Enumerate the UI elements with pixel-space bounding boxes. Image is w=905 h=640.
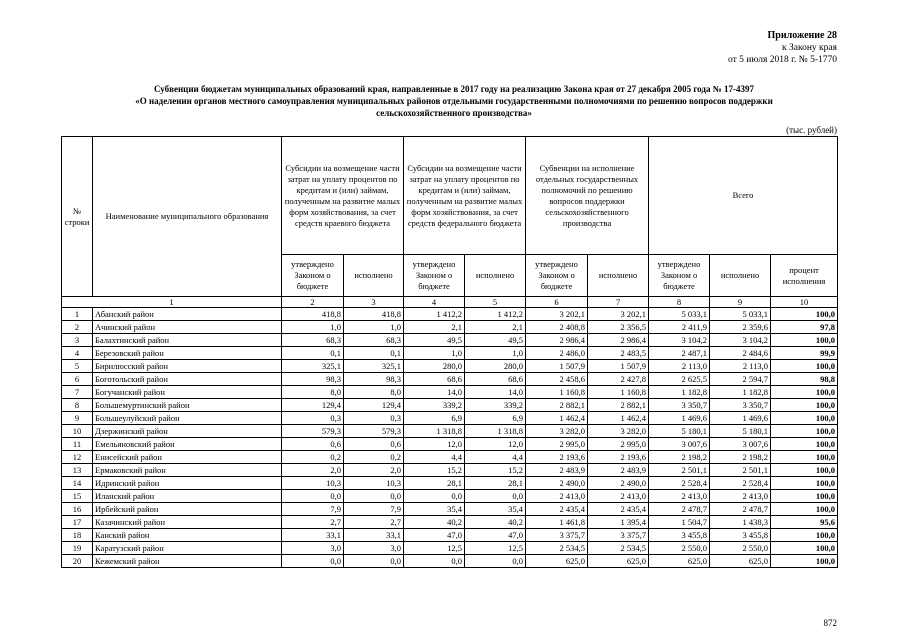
total-executed-cell: 5 033,1 [710, 308, 771, 321]
regional-executed-cell: 0,3 [344, 412, 404, 425]
table-row [62, 334, 838, 347]
federal-executed-cell: 28,1 [465, 477, 526, 490]
subvention-executed-cell: 1 395,4 [588, 516, 649, 529]
total-approved-cell: 2 411,9 [649, 321, 710, 334]
municipality-name-cell: Абанский район [93, 308, 282, 321]
total-approved-cell: 2 198,2 [649, 451, 710, 464]
subvention-approved-cell: 2 534,5 [526, 542, 588, 555]
regional-approved-cell: 129,4 [282, 399, 344, 412]
federal-executed-cell: 12,5 [465, 542, 526, 555]
table-row [62, 438, 838, 451]
federal-executed-cell: 14,0 [465, 386, 526, 399]
federal-approved-cell: 49,5 [404, 334, 465, 347]
table-row [62, 308, 838, 321]
subvention-approved-cell: 2 458,6 [526, 373, 588, 386]
total-executed-cell: 1 438,3 [710, 516, 771, 529]
regional-executed-cell: 3,0 [344, 542, 404, 555]
column-number: 7 [588, 297, 649, 308]
row-number-cell: 13 [62, 464, 93, 477]
total-executed-cell: 3 104,2 [710, 334, 771, 347]
table-row [62, 347, 838, 360]
header-row-number: № строки [62, 137, 93, 297]
header-group-regional: Субсидии на возмещение части затрат на уплату процентов по кредитам и (или) займам, полученным на развитие малых форм хозяйствования, за счет средств краевого бюджета [282, 137, 404, 255]
federal-executed-cell: 40,2 [465, 516, 526, 529]
total-approved-cell: 625,0 [649, 555, 710, 568]
percent-cell: 100,0 [771, 477, 838, 490]
header-group-federal: Субсидии на возмещение части затрат на уплату процентов по кредитам и (или) займам, полученным на развитие малых форм хозяйствования, за счет средств федерального бюджета [404, 137, 526, 255]
header-executed: исполнено [465, 255, 526, 297]
federal-approved-cell: 47,0 [404, 529, 465, 542]
regional-approved-cell: 0,2 [282, 451, 344, 464]
percent-cell: 100,0 [771, 451, 838, 464]
federal-executed-cell: 280,0 [465, 360, 526, 373]
total-executed-cell: 2 594,7 [710, 373, 771, 386]
regional-approved-cell: 0,3 [282, 412, 344, 425]
federal-approved-cell: 0,0 [404, 555, 465, 568]
regional-executed-cell: 325,1 [344, 360, 404, 373]
total-executed-cell: 3 007,6 [710, 438, 771, 451]
total-approved-cell: 3 007,6 [649, 438, 710, 451]
total-approved-cell: 5 033,1 [649, 308, 710, 321]
total-executed-cell: 2 198,2 [710, 451, 771, 464]
percent-cell: 100,0 [771, 360, 838, 373]
row-number-cell: 5 [62, 360, 93, 373]
subvention-approved-cell: 3 282,0 [526, 425, 588, 438]
municipality-name-cell: Казачинский район [93, 516, 282, 529]
row-number-cell: 12 [62, 451, 93, 464]
federal-approved-cell: 2,1 [404, 321, 465, 334]
municipality-name-cell: Дзержинский район [93, 425, 282, 438]
percent-cell: 100,0 [771, 308, 838, 321]
subvention-executed-cell: 2 490,0 [588, 477, 649, 490]
total-approved-cell: 5 180,1 [649, 425, 710, 438]
federal-approved-cell: 15,2 [404, 464, 465, 477]
subvention-approved-cell: 2 490,0 [526, 477, 588, 490]
subvention-approved-cell: 3 375,7 [526, 529, 588, 542]
regional-approved-cell: 98,3 [282, 373, 344, 386]
subvention-executed-cell: 3 202,1 [588, 308, 649, 321]
row-number-cell: 18 [62, 529, 93, 542]
regional-executed-cell: 0,2 [344, 451, 404, 464]
total-approved-cell: 3 455,8 [649, 529, 710, 542]
regional-approved-cell: 10,3 [282, 477, 344, 490]
percent-cell: 100,0 [771, 386, 838, 399]
title-line-1: Субвенции бюджетам муниципальных образований края, направленные в 2017 году на реализацию Закона края от 27 декабря 2005 года № 17-4397 [153, 84, 755, 94]
subvention-approved-cell: 2 408,8 [526, 321, 588, 334]
regional-executed-cell: 0,0 [344, 490, 404, 503]
subvention-executed-cell: 2 413,0 [588, 490, 649, 503]
municipality-name-cell: Емельяновский район [93, 438, 282, 451]
header-approved: утверждено Законом о бюджете [526, 255, 588, 297]
regional-approved-cell: 2,7 [282, 516, 344, 529]
header-executed: исполнено [344, 255, 404, 297]
municipality-name-cell: Ачинский район [93, 321, 282, 334]
municipality-name-cell: Боготольский район [93, 373, 282, 386]
header-executed: исполнено [710, 255, 771, 297]
regional-approved-cell: 33,1 [282, 529, 344, 542]
row-number-cell: 14 [62, 477, 93, 490]
subvention-approved-cell: 3 202,1 [526, 308, 588, 321]
total-executed-cell: 1 182,8 [710, 386, 771, 399]
municipality-name-cell: Идринский район [93, 477, 282, 490]
table-row [62, 503, 838, 516]
row-number-cell: 8 [62, 399, 93, 412]
federal-approved-cell: 1 412,2 [404, 308, 465, 321]
total-executed-cell: 2 478,7 [710, 503, 771, 516]
table-body [62, 308, 838, 568]
total-approved-cell: 2 625,5 [649, 373, 710, 386]
total-executed-cell: 2 113,0 [710, 360, 771, 373]
row-number-cell: 2 [62, 321, 93, 334]
municipality-name-cell: Канский район [93, 529, 282, 542]
row-number-cell: 3 [62, 334, 93, 347]
subvention-executed-cell: 2 427,8 [588, 373, 649, 386]
subvention-executed-cell: 2 995,0 [588, 438, 649, 451]
column-number: 9 [710, 297, 771, 308]
federal-approved-cell: 0,0 [404, 490, 465, 503]
percent-cell: 100,0 [771, 425, 838, 438]
percent-cell: 98,8 [771, 373, 838, 386]
municipality-name-cell: Бирилюсский район [93, 360, 282, 373]
column-number: 4 [404, 297, 465, 308]
regional-approved-cell: 325,1 [282, 360, 344, 373]
table-row [62, 529, 838, 542]
row-number-cell: 19 [62, 542, 93, 555]
federal-executed-cell: 1,0 [465, 347, 526, 360]
percent-cell: 100,0 [771, 490, 838, 503]
column-number: 5 [465, 297, 526, 308]
subvention-approved-cell: 625,0 [526, 555, 588, 568]
total-approved-cell: 2 413,0 [649, 490, 710, 503]
subvention-approved-cell: 1 160,8 [526, 386, 588, 399]
percent-cell: 99,9 [771, 347, 838, 360]
subvention-executed-cell: 1 507,9 [588, 360, 649, 373]
regional-executed-cell: 7,9 [344, 503, 404, 516]
federal-approved-cell: 280,0 [404, 360, 465, 373]
total-executed-cell: 5 180,1 [710, 425, 771, 438]
total-approved-cell: 1 504,7 [649, 516, 710, 529]
subvention-executed-cell: 1 462,4 [588, 412, 649, 425]
appendix-law-date: от 5 июля 2018 г. № 5-1770 [727, 55, 837, 65]
regional-approved-cell: 579,3 [282, 425, 344, 438]
row-number-cell: 10 [62, 425, 93, 438]
regional-executed-cell: 579,3 [344, 425, 404, 438]
subvention-executed-cell: 1 160,8 [588, 386, 649, 399]
total-approved-cell: 2 550,0 [649, 542, 710, 555]
federal-approved-cell: 12,5 [404, 542, 465, 555]
subvention-approved-cell: 1 462,4 [526, 412, 588, 425]
percent-cell: 100,0 [771, 464, 838, 477]
total-executed-cell: 3 455,8 [710, 529, 771, 542]
percent-cell: 100,0 [771, 412, 838, 425]
subvention-approved-cell: 2 413,0 [526, 490, 588, 503]
table-row [62, 425, 838, 438]
title-line-3: сельскохозяйственного производства» [376, 108, 532, 118]
percent-cell: 97,8 [771, 321, 838, 334]
row-number-cell: 4 [62, 347, 93, 360]
subvention-executed-cell: 625,0 [588, 555, 649, 568]
appendix-law-ref: к Закону края [781, 43, 837, 53]
municipality-name-cell: Богучанский район [93, 386, 282, 399]
table-row [62, 386, 838, 399]
percent-cell: 95,6 [771, 516, 838, 529]
row-number-cell: 17 [62, 516, 93, 529]
row-number-cell: 7 [62, 386, 93, 399]
total-executed-cell: 2 413,0 [710, 490, 771, 503]
regional-approved-cell: 3,0 [282, 542, 344, 555]
row-number-cell: 16 [62, 503, 93, 516]
federal-executed-cell: 2,1 [465, 321, 526, 334]
municipality-name-cell: Большеулуйский район [93, 412, 282, 425]
subvention-approved-cell: 2 486,0 [526, 347, 588, 360]
subvention-approved-cell: 1 507,9 [526, 360, 588, 373]
subvention-executed-cell: 3 282,0 [588, 425, 649, 438]
regional-executed-cell: 0,1 [344, 347, 404, 360]
percent-cell: 100,0 [771, 399, 838, 412]
federal-executed-cell: 15,2 [465, 464, 526, 477]
total-approved-cell: 1 469,6 [649, 412, 710, 425]
federal-executed-cell: 339,2 [465, 399, 526, 412]
federal-approved-cell: 35,4 [404, 503, 465, 516]
total-executed-cell: 625,0 [710, 555, 771, 568]
federal-approved-cell: 14,0 [404, 386, 465, 399]
appendix-number: Приложение 28 [767, 30, 837, 41]
percent-cell: 100,0 [771, 503, 838, 516]
federal-approved-cell: 6,9 [404, 412, 465, 425]
subvention-approved-cell: 2 435,4 [526, 503, 588, 516]
row-number-cell: 9 [62, 412, 93, 425]
table-row [62, 542, 838, 555]
municipality-name-cell: Большемуртинский район [93, 399, 282, 412]
row-number-cell: 6 [62, 373, 93, 386]
percent-cell: 100,0 [771, 529, 838, 542]
municipality-name-cell: Иланский район [93, 490, 282, 503]
total-executed-cell: 2 550,0 [710, 542, 771, 555]
total-approved-cell: 1 182,8 [649, 386, 710, 399]
regional-executed-cell: 2,0 [344, 464, 404, 477]
subvention-approved-cell: 2 483,9 [526, 464, 588, 477]
federal-approved-cell: 28,1 [404, 477, 465, 490]
column-number-row [62, 297, 838, 308]
federal-executed-cell: 1 412,2 [465, 308, 526, 321]
regional-executed-cell: 418,8 [344, 308, 404, 321]
header-approved: утверждено Законом о бюджете [404, 255, 465, 297]
subvention-executed-cell: 2 882,1 [588, 399, 649, 412]
federal-approved-cell: 339,2 [404, 399, 465, 412]
header-approved: утверждено Законом о бюджете [649, 255, 710, 297]
regional-executed-cell: 68,3 [344, 334, 404, 347]
subvention-approved-cell: 2 882,1 [526, 399, 588, 412]
appendix-header [728, 30, 837, 66]
table-row [62, 360, 838, 373]
subvention-approved-cell: 2 995,0 [526, 438, 588, 451]
table-row [62, 464, 838, 477]
regional-executed-cell: 129,4 [344, 399, 404, 412]
row-number-cell: 15 [62, 490, 93, 503]
row-number-cell: 1 [62, 308, 93, 321]
municipality-name-cell: Енисейский район [93, 451, 282, 464]
federal-executed-cell: 35,4 [465, 503, 526, 516]
subvention-approved-cell: 2 193,6 [526, 451, 588, 464]
federal-executed-cell: 47,0 [465, 529, 526, 542]
regional-approved-cell: 0,6 [282, 438, 344, 451]
regional-approved-cell: 0,1 [282, 347, 344, 360]
municipality-name-cell: Каратузский район [93, 542, 282, 555]
subvention-executed-cell: 2 534,5 [588, 542, 649, 555]
municipality-name-cell: Ирбейский район [93, 503, 282, 516]
federal-approved-cell: 68,6 [404, 373, 465, 386]
regional-approved-cell: 2,0 [282, 464, 344, 477]
subsidies-table [61, 136, 838, 568]
total-approved-cell: 2 528,4 [649, 477, 710, 490]
total-executed-cell: 2 501,1 [710, 464, 771, 477]
percent-cell: 100,0 [771, 438, 838, 451]
subvention-approved-cell: 1 461,8 [526, 516, 588, 529]
header-group-subventions: Субвенции на исполнение отдельных государственных полномочий по решению вопросов поддержки сельскохозяйственного производства [526, 137, 649, 255]
municipality-name-cell: Кежемский район [93, 555, 282, 568]
subvention-executed-cell: 2 435,4 [588, 503, 649, 516]
column-number: 2 [282, 297, 344, 308]
page-number: 872 [823, 618, 837, 628]
regional-executed-cell: 98,3 [344, 373, 404, 386]
regional-approved-cell: 418,8 [282, 308, 344, 321]
regional-executed-cell: 1,0 [344, 321, 404, 334]
federal-executed-cell: 0,0 [465, 490, 526, 503]
regional-approved-cell: 8,0 [282, 386, 344, 399]
total-approved-cell: 2 501,1 [649, 464, 710, 477]
column-number: 10 [771, 297, 838, 308]
federal-executed-cell: 4,4 [465, 451, 526, 464]
regional-executed-cell: 2,7 [344, 516, 404, 529]
table-row [62, 321, 838, 334]
table-row [62, 451, 838, 464]
regional-approved-cell: 68,3 [282, 334, 344, 347]
subvention-executed-cell: 3 375,7 [588, 529, 649, 542]
municipality-name-cell: Ермаковский район [93, 464, 282, 477]
total-executed-cell: 3 350,7 [710, 399, 771, 412]
row-number-cell: 11 [62, 438, 93, 451]
total-approved-cell: 3 350,7 [649, 399, 710, 412]
regional-executed-cell: 33,1 [344, 529, 404, 542]
percent-cell: 100,0 [771, 334, 838, 347]
federal-executed-cell: 1 318,8 [465, 425, 526, 438]
document-title [70, 83, 838, 119]
federal-approved-cell: 1 318,8 [404, 425, 465, 438]
municipality-name-cell: Березовский район [93, 347, 282, 360]
total-executed-cell: 1 469,6 [710, 412, 771, 425]
regional-executed-cell: 10,3 [344, 477, 404, 490]
federal-approved-cell: 1,0 [404, 347, 465, 360]
federal-executed-cell: 6,9 [465, 412, 526, 425]
column-number: 6 [526, 297, 588, 308]
federal-executed-cell: 12,0 [465, 438, 526, 451]
header-executed: исполнено [588, 255, 649, 297]
regional-executed-cell: 0,6 [344, 438, 404, 451]
federal-executed-cell: 49,5 [465, 334, 526, 347]
regional-approved-cell: 7,9 [282, 503, 344, 516]
total-approved-cell: 2 113,0 [649, 360, 710, 373]
federal-approved-cell: 12,0 [404, 438, 465, 451]
table-row [62, 412, 838, 425]
table-row [62, 477, 838, 490]
table-row [62, 516, 838, 529]
regional-executed-cell: 0,0 [344, 555, 404, 568]
regional-executed-cell: 8,0 [344, 386, 404, 399]
regional-approved-cell: 0,0 [282, 490, 344, 503]
federal-executed-cell: 0,0 [465, 555, 526, 568]
units-label: (тыс. рублей) [786, 125, 837, 135]
row-number-cell: 20 [62, 555, 93, 568]
federal-executed-cell: 68,6 [465, 373, 526, 386]
subvention-executed-cell: 2 483,9 [588, 464, 649, 477]
subvention-executed-cell: 2 193,6 [588, 451, 649, 464]
table-row [62, 373, 838, 386]
federal-approved-cell: 4,4 [404, 451, 465, 464]
subvention-executed-cell: 2 483,5 [588, 347, 649, 360]
header-approved: утверждено Законом о бюджете [282, 255, 344, 297]
total-approved-cell: 2 478,7 [649, 503, 710, 516]
municipality-name-cell: Балахтинский район [93, 334, 282, 347]
table-row [62, 399, 838, 412]
column-number: 3 [344, 297, 404, 308]
table-row [62, 490, 838, 503]
header-group-total: Всего [649, 137, 838, 255]
total-executed-cell: 2 484,6 [710, 347, 771, 360]
column-number: 8 [649, 297, 710, 308]
title-line-2: «О наделении органов местного самоуправления муниципальных районов отдельными государственными полномочиями по решению вопросов поддержки [135, 96, 773, 106]
regional-approved-cell: 0,0 [282, 555, 344, 568]
header-municipality: Наименование муниципального образования [93, 137, 282, 297]
total-approved-cell: 3 104,2 [649, 334, 710, 347]
header-percent: процент исполнения [771, 255, 838, 297]
percent-cell: 100,0 [771, 555, 838, 568]
total-approved-cell: 2 487,1 [649, 347, 710, 360]
federal-approved-cell: 40,2 [404, 516, 465, 529]
subvention-executed-cell: 2 986,4 [588, 334, 649, 347]
subvention-executed-cell: 2 356,5 [588, 321, 649, 334]
total-executed-cell: 2 528,4 [710, 477, 771, 490]
total-executed-cell: 2 359,6 [710, 321, 771, 334]
column-number: 1 [62, 297, 282, 308]
table-row [62, 555, 838, 568]
percent-cell: 100,0 [771, 542, 838, 555]
regional-approved-cell: 1,0 [282, 321, 344, 334]
subvention-approved-cell: 2 986,4 [526, 334, 588, 347]
